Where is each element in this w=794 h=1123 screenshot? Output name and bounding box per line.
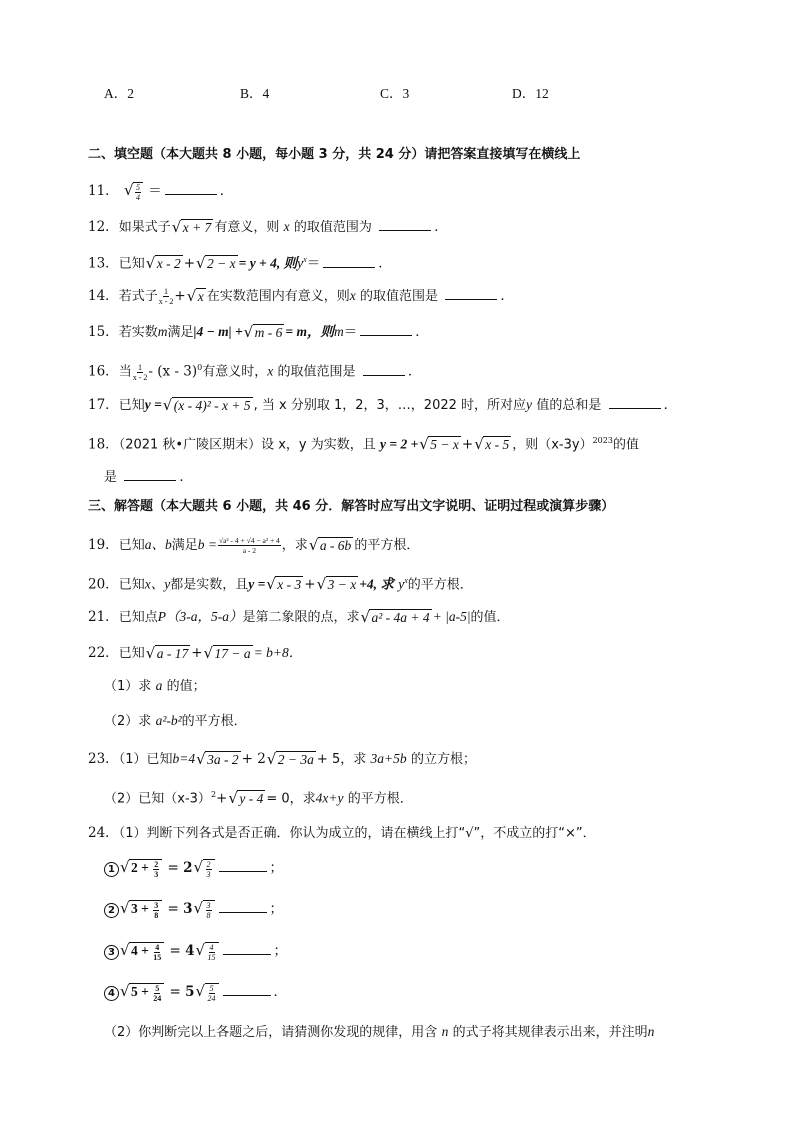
variable: a²-b²: [155, 713, 182, 728]
plus-sign: +: [174, 288, 186, 304]
circled-number: 4: [104, 986, 119, 1001]
question-text: 的平方根．: [354, 538, 420, 553]
variable: m: [157, 324, 168, 339]
question-text: 的值；: [166, 679, 206, 694]
sqrt-expression: √ $\frac{4}{15}$: [196, 941, 219, 961]
question-text: 的取值范围是: [360, 289, 439, 304]
question-text: 在实数范围内有意义，则: [206, 289, 350, 304]
equation-text: = y + 4, 则: [238, 255, 298, 271]
variable: a、b: [144, 537, 172, 552]
question-number: 24．: [88, 825, 119, 841]
answer-blank[interactable]: [445, 287, 497, 300]
sqrt-expression: √ 3 − x: [316, 575, 357, 593]
sqrt-expression: √ 3 + $\frac{3}{8}$: [120, 899, 162, 919]
sqrt-expression: √ 5 − x: [419, 435, 459, 453]
question-text: ，求: [281, 538, 308, 553]
question-text: 满足: [167, 325, 194, 340]
answer-blank[interactable]: [379, 218, 431, 231]
question-text: 都是实数，且: [170, 577, 249, 593]
question-text: 的取值范围为: [293, 220, 372, 235]
circled-number: 3: [104, 945, 119, 960]
question-number: 13．: [88, 255, 119, 272]
q24-item-4: 4 √ 5 + $\frac{5}{24}$ = 5 √ $\frac{5}{24}$ ．: [104, 982, 287, 1003]
fraction-numerator: 5: [135, 182, 140, 192]
exponent: 0: [197, 363, 203, 372]
circled-number: 1: [104, 862, 119, 877]
question-number: 15．: [88, 324, 119, 340]
question-text: （1）求: [104, 679, 152, 694]
answer-blank[interactable]: [363, 363, 405, 376]
fraction: $\frac{\text{√a² - 4 + √4 − a² + 4}}{a - 2}$: [218, 536, 280, 555]
question-text: 已知: [118, 398, 145, 413]
question-text: 的值．: [470, 610, 510, 625]
question-14: 14．若式子 $\frac{1}{x - 2}$ + √ x 在实数范围内有意义，则x 的取值范围是 ．: [88, 286, 514, 306]
question-number: 20．: [88, 576, 119, 593]
sqrt-expression: √ x - 3: [266, 575, 302, 593]
variable: 3a+5b: [370, 751, 407, 766]
question-text: 是第二象限的点，求: [242, 610, 360, 625]
question-text: 已知: [118, 646, 145, 661]
sqrt-expression: √ a² - 4a + 4: [360, 607, 430, 626]
question-text: 的平方根．: [347, 791, 413, 807]
question-23-part-2: [104, 785, 413, 810]
q24-item-3: 3 √ 4 + $\frac{4}{15}$ = 4 √ $\frac{4}{15}$ ；: [104, 941, 287, 962]
sqrt-expression: √ (x - 4)² - x + 5: [162, 395, 251, 414]
sqrt-expression: √ x + 7: [171, 217, 212, 236]
question-21: [88, 607, 510, 628]
question-text: 已知点: [118, 610, 158, 625]
equation-text: = m，则: [285, 324, 334, 339]
answer-blank[interactable]: [323, 255, 375, 268]
sqrt-expression: √ 3a - 2: [196, 749, 239, 768]
sqrt-expression: √ 17 − a: [203, 643, 251, 662]
question-text: 当: [118, 364, 132, 380]
equation-text: + |a-5|: [432, 609, 471, 624]
question-text: （1）已知: [118, 752, 173, 767]
question-number: 18．: [88, 436, 119, 453]
sqrt-expression: √ 4 + $\frac{4}{15}$: [120, 941, 164, 961]
equation-text: |4 − m| +: [193, 324, 243, 339]
question-17: 17．已知y = √ (x - 4)² - x + 5 , 当 x 分别取 1，2，3，…，2022 时，所对应y 值的总和是 ．: [88, 395, 678, 414]
question-text: 是: [104, 470, 118, 485]
section-heading-answer: 三、解答题（本大题共 6 小题，共 46 分．解答时应写出文字说明、证明过程或演算步骤）: [88, 499, 615, 514]
question-number: 17．: [88, 397, 119, 413]
variable: x: [267, 363, 274, 379]
question-text: 的值: [612, 437, 639, 453]
fraction: $\frac{1}{x - 2}$: [158, 287, 174, 306]
option-b: B．4: [240, 86, 270, 101]
variable: x: [349, 288, 356, 303]
sqrt-expression: √ 5 + $\frac{5}{24}$: [120, 982, 164, 1002]
question-text: 若式子: [118, 289, 158, 304]
question-text: （2021 秋•广陵区期末）设 x，y 为实数，且: [118, 437, 376, 453]
variable: 4x+y: [315, 790, 344, 806]
plus-sign: + 2: [241, 751, 266, 767]
variable: y: [297, 255, 304, 271]
plus-sign: +: [191, 645, 203, 661]
sqrt-expression: √ $\frac{3}{8}$: [194, 899, 215, 919]
question-text: ，则（x-3y）: [512, 437, 593, 453]
sqrt-expression: √ $\frac{5}{4}$: [124, 181, 143, 201]
fraction: $\frac{1}{x - 2}$: [132, 362, 148, 382]
sqrt-expression: √ 2 − x: [196, 254, 236, 272]
question-text: 的式子将其规律表示出来，并注明: [452, 1025, 648, 1040]
variable: y: [398, 576, 405, 592]
question-text: 值的总和是: [536, 398, 602, 413]
sqrt-expression: √ x - 2: [145, 254, 181, 272]
plus-sign: +: [461, 436, 474, 453]
question-number: 14．: [88, 288, 119, 304]
question-22-part-2: [104, 711, 247, 732]
question-text: + 5，求: [316, 752, 367, 767]
plus-sign: +: [183, 255, 196, 272]
exponent: x: [303, 255, 307, 264]
question-text: 满足: [171, 538, 198, 553]
fraction-denominator: 4: [135, 192, 140, 202]
question-text: 有意义时，: [202, 364, 268, 380]
option-d: D．12: [512, 86, 549, 101]
answer-blank[interactable]: [360, 323, 412, 336]
variable: x、y: [144, 576, 171, 592]
question-number: 12．: [88, 219, 119, 235]
equation-text: y =: [144, 397, 162, 412]
answer-blank[interactable]: [223, 983, 271, 996]
question-text: 如果式子: [118, 220, 171, 235]
question-number: 21．: [88, 609, 119, 625]
sqrt-expression: √ x: [186, 286, 204, 305]
question-text: , 当 x 分别取 1，2，3，…，2022 时，所对应: [253, 398, 527, 413]
question-number: 22．: [88, 645, 119, 661]
sqrt-expression: √ a - 6b: [308, 535, 352, 554]
question-number: 19．: [88, 537, 119, 553]
circled-number: 2: [104, 903, 119, 918]
question-text: （1）判断下列各式是否正确．你认为成立的，请在横线上打“√”，不成立的打“×”．: [118, 826, 596, 841]
sqrt-expression: √ $\frac{2}{3}$: [194, 858, 215, 878]
equals-sign: ＝: [148, 183, 162, 199]
question-text: （2）你判断完以上各题之后，请猜测你发现的规律，用含: [104, 1025, 438, 1040]
equation-text: +4, 求: [359, 576, 394, 592]
equation-text: y =: [248, 576, 266, 592]
variable: y: [526, 397, 533, 412]
equation-text: b =: [197, 537, 217, 552]
question-text: 的平方根．: [407, 577, 473, 593]
exponent: x: [404, 576, 408, 585]
question-text: 已知: [118, 538, 145, 553]
question-24: [88, 823, 596, 844]
question-12: 12．如果式子 √ x + 7 有意义，则 x 的取值范围为 ．: [88, 217, 448, 236]
point-label: P（3-a，5-a）: [157, 609, 243, 624]
question-text: 已知: [118, 577, 145, 593]
answer-blank[interactable]: [165, 182, 217, 195]
question-19: [88, 535, 419, 556]
option-c: C．3: [380, 86, 410, 101]
question-number: 16．: [88, 363, 119, 380]
equation-text: y = 2 +: [380, 436, 419, 452]
answer-blank[interactable]: [124, 468, 176, 481]
answer-blank[interactable]: [609, 396, 661, 409]
variable: n: [441, 1024, 449, 1039]
variable: a: [155, 678, 163, 693]
variable: n: [647, 1024, 655, 1039]
answer-blank[interactable]: [219, 900, 267, 913]
question-number: 11．: [88, 183, 119, 199]
question-16: 16．当 $\frac{1}{x - 2}$ - (x - 3)$^0$有意义时，x 的取值范围是 ．: [88, 362, 422, 382]
question-18: [88, 431, 639, 456]
question-23: [88, 749, 476, 770]
question-22-part-1: [104, 676, 206, 697]
sqrt-expression: √ y - 4: [228, 789, 264, 807]
question-text: = 0，求: [266, 791, 316, 807]
sqrt-expression: √ m - 6: [243, 322, 283, 341]
equation-text: = b+8．: [253, 645, 303, 660]
equation-text: b=4: [172, 751, 196, 766]
question-15: 15．若实数m满足|4 − m| + √ m - 6 = m，则m＝ ．: [88, 322, 429, 341]
variable: x: [283, 219, 290, 234]
exponent: 2: [210, 790, 217, 799]
question-text: （2）求: [104, 714, 152, 729]
question-text: （2）已知（x-3）: [104, 791, 211, 807]
question-20: [88, 571, 473, 596]
section-heading-fill-in: 二、填空题（本大题共 8 小题，每小题 3 分，共 24 分）请把答案直接填写在横线上: [88, 147, 581, 162]
q24-item-2: 2 √ 3 + $\frac{3}{8}$ = 3 √ $\frac{3}{8}$ ；: [104, 899, 283, 920]
question-18-continued: 是 ．: [104, 469, 193, 485]
question-11: 11． √ $\frac{5}{4}$ ＝ ．: [88, 181, 234, 202]
sqrt-expression: √ $\frac{5}{24}$: [196, 982, 219, 1002]
question-13: 13．已知 √ x - 2 + √ 2 − x = y + 4, 则$y^x=$ ．: [88, 254, 392, 272]
option-a: A．2: [104, 86, 134, 101]
question-number: 23．: [88, 751, 119, 767]
plus-sign: +: [304, 576, 316, 593]
sqrt-expression: √ a - 17: [145, 643, 189, 662]
question-text: 已知: [118, 256, 145, 272]
equation-text: - (x - 3): [148, 363, 198, 380]
question-text: 有意义，则: [214, 220, 280, 235]
sqrt-expression: √ 2 − 3a: [266, 749, 314, 768]
sqrt-expression: √ x - 5: [474, 435, 510, 453]
answer-blank[interactable]: [219, 859, 267, 872]
sqrt-expression: √ 2 + $\frac{2}{3}$: [120, 858, 162, 878]
question-text: 若实数: [118, 325, 158, 340]
variable: m: [334, 324, 344, 339]
question-text: 的立方根；: [410, 752, 476, 767]
plus-sign: +: [216, 790, 228, 807]
equals-sign: ＝: [343, 324, 358, 340]
answer-blank[interactable]: [223, 942, 271, 955]
question-text: 的平方根．: [181, 714, 247, 729]
exponent: 2023: [592, 436, 613, 445]
equals-sign: ＝: [306, 255, 321, 272]
question-24-part-2: [104, 1022, 654, 1043]
q24-item-1: 1 √ 2 + $\frac{2}{3}$ = 2 √ $\frac{2}{3}$ ；: [104, 858, 283, 879]
question-22: [88, 643, 302, 664]
question-text: 的取值范围是: [277, 364, 356, 380]
